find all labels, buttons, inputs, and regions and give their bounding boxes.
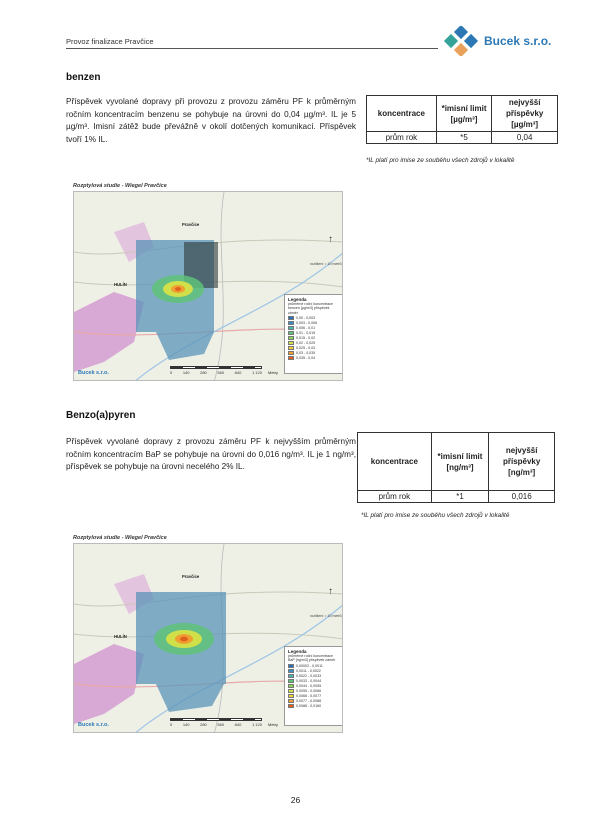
legend-label: 0,00002 - 0,0011 bbox=[296, 663, 323, 668]
legend-label: 0,02 - 0,025 bbox=[296, 341, 316, 346]
scale-unit: Metry bbox=[268, 722, 278, 727]
table-cell-value: 0,04 bbox=[492, 132, 558, 144]
scale-label: 0 bbox=[170, 370, 173, 375]
legend-item bbox=[288, 341, 340, 345]
legend-item bbox=[288, 679, 340, 683]
legend-label: 0,025 - 0,03 bbox=[296, 346, 316, 351]
legend-label: 0,0011 - 0,0022 bbox=[296, 668, 321, 673]
header-title: Provoz finalizace Pravčice bbox=[66, 37, 154, 46]
scale-label: 280 bbox=[200, 722, 207, 727]
legend-item bbox=[288, 316, 340, 320]
legend-item bbox=[288, 346, 340, 350]
north-arrow-icon: ↑ bbox=[328, 234, 333, 245]
map-logo-text: Bucek s.r.o. bbox=[78, 722, 109, 728]
legend-title: Legenda bbox=[288, 649, 307, 654]
table-cell-period: prům rok bbox=[367, 132, 437, 144]
scale-label: 560 bbox=[217, 370, 225, 375]
legend-item bbox=[288, 704, 340, 708]
map-place-hulin: HULÍN bbox=[114, 282, 127, 287]
legend-swatch bbox=[288, 316, 294, 320]
map-scale-bar bbox=[170, 718, 278, 727]
legend-label: 0,00 - 0,003 bbox=[296, 316, 316, 321]
scale-label: 840 bbox=[234, 722, 242, 727]
legend-subtitle: průměrné roční koncentrace benzen [µg/m3] příspěvek záměr bbox=[288, 302, 333, 315]
scale-label: 140 bbox=[182, 370, 190, 375]
legend-swatch bbox=[288, 356, 294, 360]
legend-subtitle: průměrné roční koncentrace BaP [ng/m3] příspěvek záměr bbox=[288, 654, 336, 663]
legend-label: 0,015 - 0,02 bbox=[296, 336, 316, 341]
table-bap bbox=[357, 432, 555, 503]
legend-label: 0,0033 - 0,0044 bbox=[296, 678, 322, 683]
map-logo-text: Bucek s.r.o. bbox=[78, 370, 109, 376]
map-bap bbox=[73, 543, 343, 733]
table-cell-value: 0,016 bbox=[489, 491, 555, 503]
legend-label: 0,0022 - 0,0033 bbox=[296, 673, 322, 678]
legend-swatch bbox=[288, 679, 294, 683]
legend-title: Legenda bbox=[288, 297, 307, 302]
table-header-koncentrace: koncentrace bbox=[367, 96, 437, 132]
table-benzen bbox=[366, 95, 558, 144]
table-header-koncentrace: koncentrace bbox=[358, 433, 432, 491]
legend-item bbox=[288, 356, 340, 360]
scale-labels bbox=[170, 370, 262, 375]
map-title-benzen: Rozptylová studie - Wiegel Pravčice bbox=[73, 183, 167, 189]
scale-label: 1 120 bbox=[251, 722, 262, 727]
legend-swatch bbox=[288, 326, 294, 330]
legend-list bbox=[288, 316, 340, 360]
section-title-benzen: benzen bbox=[66, 72, 101, 83]
company-name: Bucek s.r.o. bbox=[484, 34, 552, 48]
scale-label: 0 bbox=[170, 722, 173, 727]
scale-label: 1 120 bbox=[251, 370, 262, 375]
map-place-pravcice: Pravčice bbox=[182, 222, 200, 227]
legend-label: 0,035 - 0,04 bbox=[296, 356, 316, 361]
table-header-nejvyssi: nejvyšší příspěvky [µg/m³] bbox=[492, 96, 558, 132]
legend-swatch bbox=[288, 341, 294, 345]
table-header-imisni-limit: *imisní limit [ng/m³] bbox=[431, 433, 489, 491]
legend-list bbox=[288, 664, 340, 708]
map-meta: rozlišení = 10 metrů bbox=[310, 262, 342, 266]
paragraph-benzen: Příspěvek vyvolané dopravy při provozu z provozu záměru PF k průměrným ročním koncentracím benzenu se pohybuje na úrovni do 0,04 µg/m³. IL je 5 µg/m³. Imisní zátěž bude převážně v okolí dotčených komunikací. Příspěvek tvoří 1% IL. bbox=[66, 97, 356, 144]
map-scale-bar bbox=[170, 366, 278, 375]
legend-item bbox=[288, 669, 340, 673]
table-cell-limit: *1 bbox=[431, 491, 489, 503]
footnote-bap: *IL platí pro imise ze souběhu všech zdrojů v lokalitě bbox=[361, 512, 510, 519]
legend-swatch bbox=[288, 346, 294, 350]
table-cell-period: prům rok bbox=[358, 491, 432, 503]
header-rule bbox=[66, 48, 438, 49]
legend-item bbox=[288, 699, 340, 703]
legend-swatch bbox=[288, 699, 294, 703]
page-header bbox=[66, 34, 562, 54]
scale-unit: Metry bbox=[268, 370, 278, 375]
map-benzen bbox=[73, 191, 343, 381]
legend-swatch bbox=[288, 331, 294, 335]
section-title-bap: Benzo(a)pyren bbox=[66, 410, 136, 421]
scale-label: 280 bbox=[200, 370, 207, 375]
table-header-nejvyssi: nejvyšší příspěvky [ng/m³] bbox=[489, 433, 555, 491]
paragraph-bap: Příspěvek vyvolané dopravy z provozu záměru PF k nejvyšším průměrným ročním koncentracím BaP se pohybuje na úrovni do 0,016 ng/m³. IL je 1 ng/m³, příspěvek se pohybuje na úrovni necelého 2% IL. bbox=[66, 437, 356, 472]
legend-label: 0,0055 - 0,0066 bbox=[296, 688, 322, 693]
legend-swatch bbox=[288, 704, 294, 708]
map-place-pravcice: Pravčice bbox=[182, 574, 200, 579]
map-place-hulin: HULÍN bbox=[114, 634, 127, 639]
legend-label: 0,0044 - 0,0055 bbox=[296, 683, 322, 688]
scale-bar-graphic bbox=[170, 718, 262, 721]
legend-item bbox=[288, 689, 340, 693]
logo-diamonds-icon bbox=[440, 26, 484, 56]
scale-bar-graphic bbox=[170, 366, 262, 369]
scale-labels bbox=[170, 722, 262, 727]
legend-label: 0,0088 - 0,0160 bbox=[296, 703, 322, 708]
company-logo bbox=[440, 26, 564, 56]
map-legend bbox=[284, 646, 343, 726]
legend-swatch bbox=[288, 336, 294, 340]
legend-swatch bbox=[288, 321, 294, 325]
footnote-benzen: *IL platí pro imise ze souběhu všech zdrojů v lokalitě bbox=[366, 157, 515, 164]
legend-swatch bbox=[288, 684, 294, 688]
legend-item bbox=[288, 674, 340, 678]
legend-item bbox=[288, 336, 340, 340]
legend-swatch bbox=[288, 689, 294, 693]
legend-label: 0,0077 - 0,0088 bbox=[296, 698, 322, 703]
legend-label: 0,003 - 0,006 bbox=[296, 321, 318, 326]
table-header-imisni-limit: *imisní limit [µg/m³] bbox=[436, 96, 492, 132]
legend-swatch bbox=[288, 669, 294, 673]
map-title-bap: Rozptylová studie - Wiegel Pravčice bbox=[73, 535, 167, 541]
legend-label: 0,01 - 0,015 bbox=[296, 331, 316, 336]
scale-label: 840 bbox=[234, 370, 242, 375]
legend-item bbox=[288, 331, 340, 335]
legend-swatch bbox=[288, 664, 294, 668]
legend-item bbox=[288, 694, 340, 698]
table-cell-limit: *5 bbox=[436, 132, 492, 144]
page-number: 26 bbox=[290, 795, 301, 805]
north-arrow-icon: ↑ bbox=[328, 586, 333, 597]
legend-item bbox=[288, 664, 340, 668]
map-legend bbox=[284, 294, 343, 374]
legend-swatch bbox=[288, 351, 294, 355]
map-meta: rozlišení = 10 metrů bbox=[310, 614, 342, 618]
legend-item bbox=[288, 326, 340, 330]
legend-label: 0,03 - 0,035 bbox=[296, 351, 316, 356]
legend-swatch bbox=[288, 694, 294, 698]
legend-label: 0,0066 - 0,0077 bbox=[296, 693, 322, 698]
legend-label: 0,006 - 0,01 bbox=[296, 326, 316, 331]
scale-label: 560 bbox=[217, 722, 225, 727]
scale-label: 140 bbox=[182, 722, 190, 727]
legend-item bbox=[288, 351, 340, 355]
legend-item bbox=[288, 684, 340, 688]
legend-item bbox=[288, 321, 340, 325]
legend-swatch bbox=[288, 674, 294, 678]
